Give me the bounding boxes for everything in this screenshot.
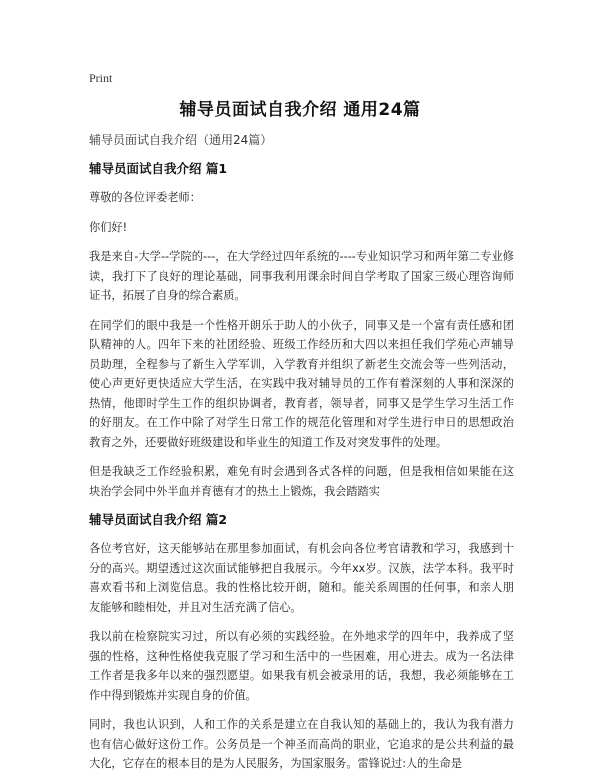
paragraph: 但是我缺乏工作经验积累，难免有时会遇到各式各样的问题，但是我相信如果能在这块治学会同中外半血并育德有才的热土上锻炼，我会踏踏实 [89,465,514,498]
section-2 [89,511,514,774]
paragraph: 同时，我也认识到，人和工作的关系是建立在自我认知的基础上的，我认为我有潜力也有信心做好这份工作。公务员是一个神圣而高尚的职业，它追求的是公共利益的最大化，它存在的根本目的是为人民服务，为国家服务。雷锋说过:人的生命是 [89,718,514,770]
paragraph: 你们好! [89,220,128,234]
print-link[interactable]: Print [89,71,113,85]
page-title: 辅导员面试自我介绍 通用24篇 [179,100,421,120]
paragraph: 尊敬的各位评委老师： [89,191,201,204]
document-subtitle: 辅导员面试自我介绍（通用24篇） [89,133,273,147]
section-heading: 辅导员面试自我介绍 篇1 [89,161,228,176]
document-body [89,131,514,784]
paragraph: 在同学们的眼中我是一个性格开朗乐于助人的小伙子，同事又是一个富有责任感和团队精神的人。四年下来的社团经验、班级工作经历和大四以来担任我们学苑心声辅导员助理，全程参与了新生入学军训，入学教育并组织了新老生交流会等一些列活动，使心声更好更快适应大学生活，在实践中我对辅导员的工作有着深刻的人事和深深的热情，他即时学生工作的组织协调者，教育者，领导者，同事又是学生学习生活工作的好朋友。在工作中除了对学生日常工作的规范化管理和对学生进行申日的思想政治教育之外，还要做好班级建设和毕业生的知道工作及对突发事件的处理。 [89,318,514,449]
paragraph: 我以前在检察院实习过，所以有必须的实践经验。在外地求学的四年中，我养成了坚强的性格，这种性格使我克服了学习和生活中的一些困难，用心进去。成为一名法律工作者是我多年以来的强烈愿望。如果我有机会被录用的话，我想，我必须能够在工作中得到锻炼并实现自身的价值。 [89,630,514,702]
paragraph: 我是来自-大学--学院的---，在大学经过四年系统的----专业知识学习和两年第二专业修读，我打下了良好的理论基础，同事我利用课余时间自学考取了国家三级心理咨询师证书，拓展了自身的综合素质。 [89,250,514,302]
paragraph: 各位考官好，这天能够站在那里参加面试，有机会向各位考官请教和学习，我感到十分的高兴。期望透过这次面试能够把自我展示。今年xx岁。汉族，法学本科。我平时喜欢看书和上浏览信息。我的性格比较开朗，随和。能关系周围的任何事，和亲人朋友能够和睦相处，并且对生活充满了信心。 [89,542,514,614]
section-heading: 辅导员面试自我介绍 篇2 [89,512,228,527]
section-1 [89,160,514,501]
